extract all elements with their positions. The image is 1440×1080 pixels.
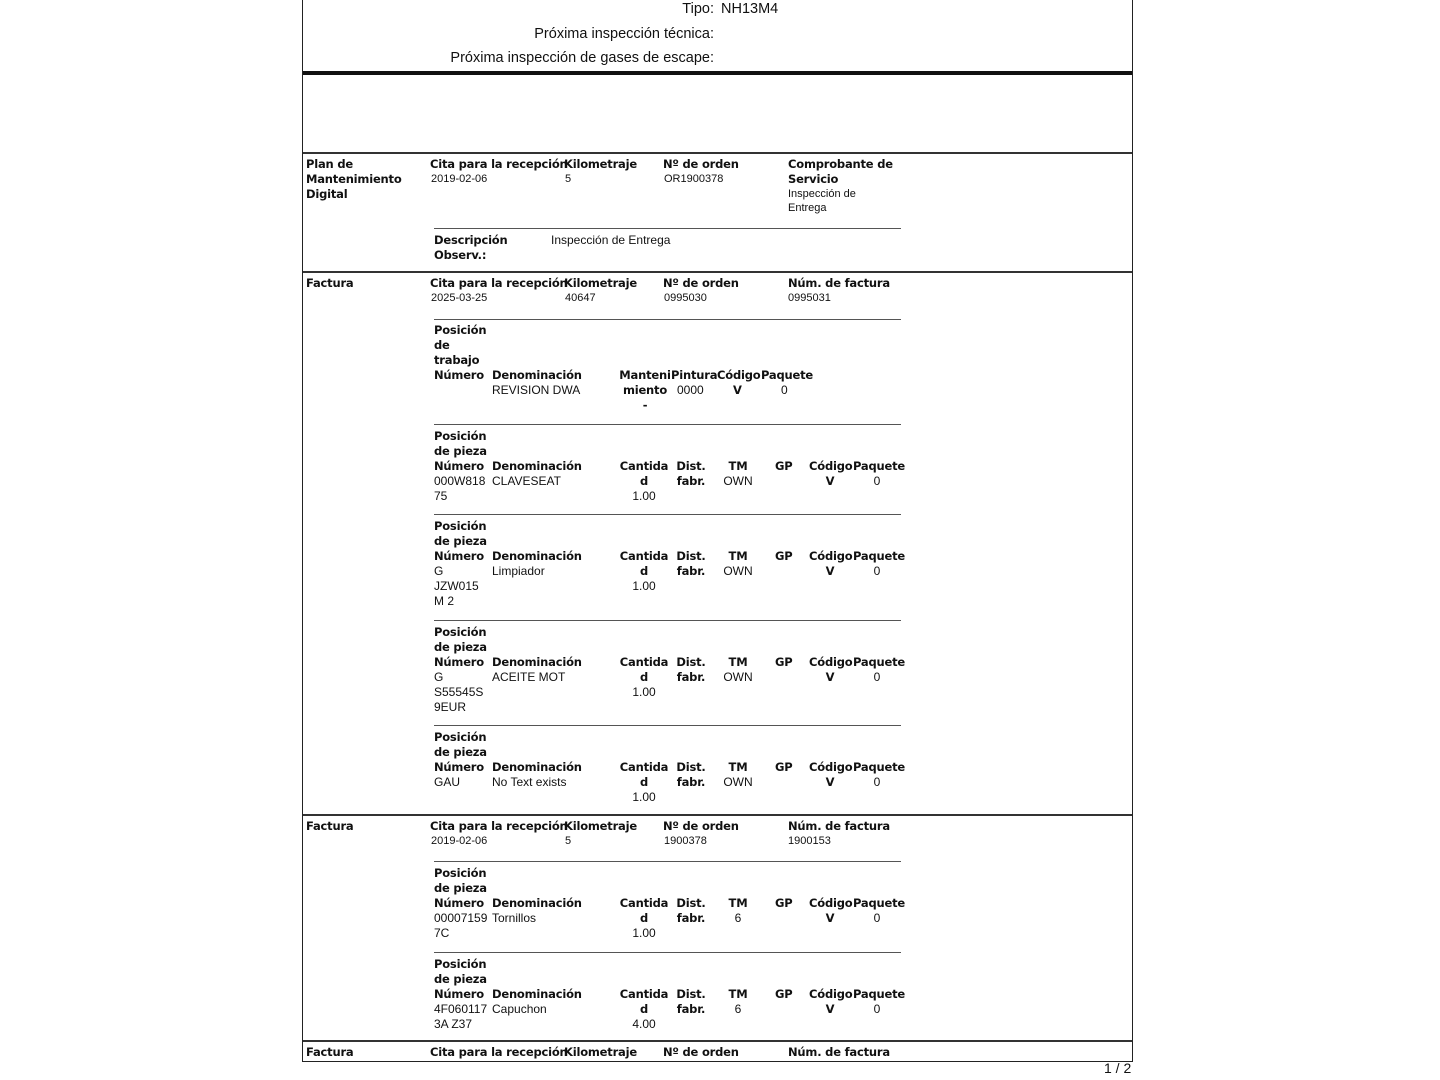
orden-value: 0995030 <box>664 292 707 304</box>
record-type-label: Factura <box>306 276 354 290</box>
denominacion-header: Denominación <box>492 987 582 1001</box>
codigo-header: Código <box>809 987 853 1001</box>
codigo-value: V <box>825 670 835 684</box>
denominacion-header: Denominación <box>492 655 582 669</box>
orden-label: Nº de orden <box>663 276 739 290</box>
km-value: 5 <box>565 835 572 847</box>
denominacion-header: Denominación <box>492 368 582 382</box>
numero-header: Número <box>434 459 484 473</box>
denominacion-header: Denominación <box>492 896 582 910</box>
codigo-header: Código <box>717 368 761 382</box>
numero-value-line: JZW015 <box>434 579 479 593</box>
paquete-header: Paquete <box>853 987 905 1001</box>
codigo-value: V <box>825 911 835 925</box>
document-page <box>302 0 1133 1062</box>
dist-header-line: fabr. <box>676 564 706 578</box>
work-position-title-line: trabajo <box>434 353 480 367</box>
work-position-title-line: Posición <box>434 323 487 337</box>
cantidad-value: 1.00 <box>632 790 656 804</box>
cita-value: 2019-02-06 <box>431 835 488 847</box>
tm-header: TM <box>728 549 748 563</box>
denominacion-header: Denominación <box>492 760 582 774</box>
codigo-header: Código <box>809 549 853 563</box>
cantidad-header-line: Cantida <box>619 655 669 669</box>
numero-value-line: S55545S <box>434 685 484 699</box>
gp-header: GP <box>775 655 793 669</box>
km-label: Kilometraje <box>564 819 637 833</box>
tm-value: OWN <box>723 775 753 789</box>
cantidad-value: 1.00 <box>632 685 656 699</box>
section-divider <box>303 152 1132 154</box>
part-position-title-line: de pieza <box>434 745 487 759</box>
dist-header-line: Dist. <box>676 549 706 563</box>
cantidad-value: 1.00 <box>632 926 656 940</box>
paquete-value: 0 <box>873 474 881 488</box>
pintura-header: Pintura <box>671 368 718 382</box>
cantidad-header-line: d <box>639 775 649 789</box>
codigo-value: V <box>825 1002 835 1016</box>
numero-value-line: G <box>434 564 444 578</box>
orden-value: 1900378 <box>664 835 707 847</box>
comprobante-label-line: Comprobante de <box>788 157 893 171</box>
orden-value: OR1900378 <box>664 173 724 185</box>
header-divider <box>303 71 1132 75</box>
section-divider <box>303 271 1132 273</box>
tm-value: 6 <box>734 1002 742 1016</box>
mantenimiento-header-line: miento <box>622 383 668 397</box>
cantidad-value: 1.00 <box>632 489 656 503</box>
cantidad-header-line: d <box>639 564 649 578</box>
tm-value: 6 <box>734 911 742 925</box>
numero-header: Número <box>434 368 484 382</box>
tipo-row <box>303 1 1132 19</box>
sub-divider <box>434 620 901 621</box>
paquete-value: 0 <box>873 670 881 684</box>
cantidad-header-line: Cantida <box>619 760 669 774</box>
record-type-label <box>306 157 402 202</box>
cantidad-header-line: d <box>639 474 649 488</box>
dist-header-line: Dist. <box>676 987 706 1001</box>
part-position-title-line: de pieza <box>434 881 487 895</box>
orden-label: Nº de orden <box>663 1045 739 1059</box>
numero-value-line: G <box>434 670 444 684</box>
gp-header: GP <box>775 987 793 1001</box>
dist-header-line: Dist. <box>676 760 706 774</box>
paquete-header: Paquete <box>853 655 905 669</box>
km-value: 40647 <box>565 292 596 304</box>
cantidad-header-line: Cantida <box>619 459 669 473</box>
tipo-value: NH13M4 <box>721 1 779 17</box>
denominacion-header: Denominación <box>492 549 582 563</box>
part-position-title-line: de pieza <box>434 640 487 654</box>
section-divider <box>303 1040 1132 1042</box>
inspeccion-gases-label: Próxima inspección de gases de escape: <box>450 50 714 66</box>
numero-value-line: M 2 <box>434 594 455 608</box>
km-label: Kilometraje <box>564 157 637 171</box>
denominacion-value: CLAVESEAT <box>492 474 561 488</box>
paquete-value: 0 <box>873 564 881 578</box>
codigo-header: Código <box>809 459 853 473</box>
cantidad-header-line: d <box>639 1002 649 1016</box>
denominacion-value: Tornillos <box>492 911 537 925</box>
part-position-title-line: Posición <box>434 730 487 744</box>
paquete-header: Paquete <box>853 896 905 910</box>
sub-divider <box>434 228 901 229</box>
denominacion-value: REVISION DWA <box>492 383 581 397</box>
cantidad-header-line: Cantida <box>619 896 669 910</box>
codigo-value: V <box>825 564 835 578</box>
cantidad-header-line: d <box>639 911 649 925</box>
record-type-line: Digital <box>306 187 348 201</box>
sub-divider <box>434 514 901 515</box>
comprobante-label-line: Servicio <box>788 172 839 186</box>
tm-header: TM <box>728 987 748 1001</box>
denominacion-value: Capuchon <box>492 1002 547 1016</box>
tipo-label: Tipo: <box>682 1 714 17</box>
denominacion-header: Denominación <box>492 459 582 473</box>
factura-value: 1900153 <box>788 835 831 847</box>
record-type-line: Plan de <box>306 157 353 171</box>
numero-value-line: 3A Z37 <box>434 1017 473 1031</box>
tm-header: TM <box>728 655 748 669</box>
observ-label: Observ.: <box>434 248 487 262</box>
comprobante-value-line: Inspección de <box>788 188 856 200</box>
dist-header-line: Dist. <box>676 896 706 910</box>
record-type-label: Factura <box>306 1045 354 1059</box>
pintura-value: 0000 <box>677 383 704 397</box>
sub-divider <box>434 861 901 862</box>
denominacion-value: Limpiador <box>492 564 545 578</box>
codigo-value: V <box>733 383 742 397</box>
gp-header: GP <box>775 549 793 563</box>
part-position-title-line: Posición <box>434 625 487 639</box>
denominacion-value: ACEITE MOT <box>492 670 566 684</box>
numero-value-line: 4F060117 <box>434 1002 488 1016</box>
numero-header: Número <box>434 896 484 910</box>
comprobante-value-line: Entrega <box>788 202 827 214</box>
work-position-title <box>434 323 486 383</box>
tm-header: TM <box>728 896 748 910</box>
cita-value: 2019-02-06 <box>431 173 488 185</box>
mantenimiento-header-line: Manteni <box>619 368 671 382</box>
denominacion-value: No Text exists <box>492 775 567 789</box>
section-divider <box>303 814 1132 816</box>
page-indicator: 1 / 2 <box>1104 1060 1132 1076</box>
codigo-header: Código <box>809 760 853 774</box>
sub-divider <box>434 725 901 726</box>
comprobante-value <box>788 187 856 215</box>
factura-label: Núm. de factura <box>788 276 890 290</box>
km-value: 5 <box>565 173 572 185</box>
orden-label: Nº de orden <box>663 157 739 171</box>
cantidad-value: 4.00 <box>632 1017 656 1031</box>
part-position-title-line: Posición <box>434 519 487 533</box>
numero-value-line: 9EUR <box>434 700 467 714</box>
codigo-header: Código <box>809 655 853 669</box>
codigo-value: V <box>825 474 835 488</box>
part-position-title-line: Posición <box>434 866 487 880</box>
codigo-header: Código <box>809 896 853 910</box>
paquete-header: Paquete <box>853 549 905 563</box>
paquete-header: Paquete <box>853 760 905 774</box>
cantidad-header-line: Cantida <box>619 549 669 563</box>
gp-header: GP <box>775 896 793 910</box>
part-position-title-line: Posición <box>434 957 487 971</box>
codigo-value: V <box>825 775 835 789</box>
numero-value-line: 75 <box>434 489 448 503</box>
record-type-label: Factura <box>306 819 354 833</box>
tm-header: TM <box>728 459 748 473</box>
cita-label: Cita para la recepción <box>430 276 568 290</box>
cita-value: 2025-03-25 <box>431 292 488 304</box>
paquete-header: Paquete <box>761 368 813 382</box>
gp-header: GP <box>775 760 793 774</box>
dist-header-line: fabr. <box>676 911 706 925</box>
factura-label: Núm. de factura <box>788 1045 890 1059</box>
cita-label: Cita para la recepción <box>430 157 568 171</box>
sub-divider <box>434 319 901 320</box>
numero-value-line: 7C <box>434 926 450 940</box>
comprobante-label <box>788 157 893 187</box>
paquete-value: 0 <box>873 775 881 789</box>
part-position-title-line: de pieza <box>434 972 487 986</box>
numero-header: Número <box>434 655 484 669</box>
dist-header-line: fabr. <box>676 474 706 488</box>
dist-header-line: fabr. <box>676 670 706 684</box>
paquete-value: 0 <box>781 383 788 397</box>
sub-divider <box>434 424 901 425</box>
part-position-title-line: de pieza <box>434 444 487 458</box>
dist-header-line: fabr. <box>676 775 706 789</box>
tm-value: OWN <box>723 670 753 684</box>
sub-divider <box>434 952 901 953</box>
tm-header: TM <box>728 760 748 774</box>
numero-value-line: 000W818 <box>434 474 486 488</box>
descripcion-label: Descripción <box>434 233 508 247</box>
paquete-value: 0 <box>873 1002 881 1016</box>
record-type-line: Mantenimiento <box>306 172 402 186</box>
part-position-title-line: Posición <box>434 429 487 443</box>
mantenimiento-header <box>619 368 671 413</box>
cita-label: Cita para la recepción <box>430 1045 568 1059</box>
gp-header: GP <box>775 459 793 473</box>
work-position-title-line: de <box>434 338 450 352</box>
cantidad-header-line: d <box>639 670 649 684</box>
dist-header-line: Dist. <box>676 655 706 669</box>
inspeccion-tecnica-label: Próxima inspección técnica: <box>534 26 714 42</box>
descripcion-value: Inspección de Entrega <box>551 233 671 247</box>
dist-header-line: fabr. <box>676 1002 706 1016</box>
inspeccion-gases-row <box>303 50 1132 68</box>
dist-header-line: Dist. <box>676 459 706 473</box>
tm-value: OWN <box>723 564 753 578</box>
cita-label: Cita para la recepción <box>430 819 568 833</box>
paquete-value: 0 <box>873 911 881 925</box>
numero-header: Número <box>434 549 484 563</box>
km-label: Kilometraje <box>564 1045 637 1059</box>
numero-header: Número <box>434 987 484 1001</box>
cantidad-value: 1.00 <box>632 579 656 593</box>
numero-header: Número <box>434 760 484 774</box>
km-label: Kilometraje <box>564 276 637 290</box>
numero-value-line: 00007159 <box>434 911 488 925</box>
tm-value: OWN <box>723 474 753 488</box>
paquete-header: Paquete <box>853 459 905 473</box>
factura-value: 0995031 <box>788 292 831 304</box>
numero-value-line: GAU <box>434 775 461 789</box>
inspeccion-tecnica-row <box>303 26 1132 44</box>
mantenimiento-header-line: - <box>642 398 648 412</box>
cantidad-header-line: Cantida <box>619 987 669 1001</box>
part-position-title-line: de pieza <box>434 534 487 548</box>
orden-label: Nº de orden <box>663 819 739 833</box>
factura-label: Núm. de factura <box>788 819 890 833</box>
